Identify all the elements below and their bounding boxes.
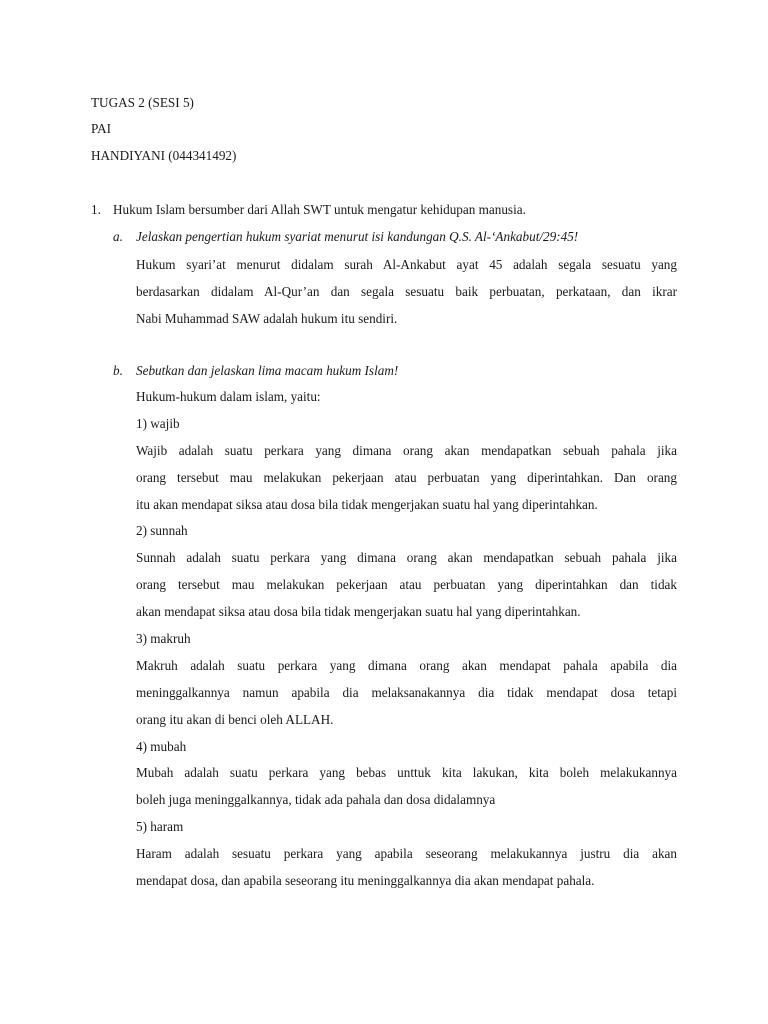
- hukum-description-line: Haram adalah sesuatu perkara yang apabila seseorang melakukannya justru dia akan: [136, 846, 677, 861]
- student-name: HANDIYANI (044341492): [91, 148, 237, 163]
- hukum-description-line: meninggalkannya namun apabila dia melaksanakannya dia tidak mendapat dosa tetapi: [136, 685, 677, 700]
- hukum-description-line: boleh juga meninggalkannya, tidak ada pahala dan dosa didalamnya: [136, 792, 496, 807]
- hukum-description-line: orang tersebut mau melakukan pekerjaan atau perbuatan yang diperintahkan. Dan orang: [136, 470, 677, 485]
- question-number: 1.: [91, 202, 101, 217]
- hukum-title: 3) makruh: [136, 631, 191, 646]
- hukum-description-line: Sunnah adalah suatu perkara yang dimana orang akan mendapatkan sebuah pahala jika: [136, 550, 677, 565]
- part-b-intro: Hukum-hukum dalam islam, yaitu:: [136, 389, 321, 404]
- hukum-title: 4) mubah: [136, 739, 187, 754]
- hukum-title: 2) sunnah: [136, 523, 188, 538]
- hukum-description-line: orang itu akan di benci oleh ALLAH.: [136, 712, 334, 727]
- hukum-description-line: itu akan mendapat siksa atau dosa bila tidak mengerjakan suatu hal yang diperintahkan.: [136, 497, 598, 512]
- part-b-question: Sebutkan dan jelaskan lima macam hukum Islam!: [136, 363, 399, 378]
- question-text: Hukum Islam bersumber dari Allah SWT untuk mengatur kehidupan manusia.: [113, 202, 526, 217]
- hukum-title: 1) wajib: [136, 416, 180, 431]
- part-a-answer-line: Hukum syari’at menurut didalam surah Al-Ankabut ayat 45 adalah segala sesuatu yang: [136, 257, 677, 272]
- part-a-answer-line: berdasarkan didalam Al-Qur’an dan segala sesuatu baik perbuatan, perkataan, dan ikrar: [136, 284, 677, 299]
- part-a-answer-line: Nabi Muhammad SAW adalah hukum itu sendiri.: [136, 311, 398, 326]
- part-a-question: Jelaskan pengertian hukum syariat menurut isi kandungan Q.S. Al-‘Ankabut/29:45!: [136, 229, 579, 244]
- part-b-letter: b.: [113, 363, 123, 378]
- part-a-letter: a.: [113, 229, 123, 244]
- hukum-description-line: akan mendapat siksa atau dosa bila tidak mengerjakan suatu hal yang diperintahkan.: [136, 604, 581, 619]
- assignment-title: TUGAS 2 (SESI 5): [91, 95, 194, 110]
- hukum-description-line: Makruh adalah suatu perkara yang dimana orang akan mendapat pahala apabila dia: [136, 658, 677, 673]
- hukum-description-line: orang tersebut mau melakukan pekerjaan atau perbuatan yang diperintahkan dan tidak: [136, 577, 677, 592]
- hukum-description-line: Mubah adalah suatu perkara yang bebas unttuk kita lakukan, kita boleh melakukannya: [136, 765, 677, 780]
- hukum-description-line: mendapat dosa, dan apabila seseorang itu meninggalkannya dia akan mendapat pahala.: [136, 873, 595, 888]
- hukum-description-line: Wajib adalah suatu perkara yang dimana orang akan mendapatkan sebuah pahala jika: [136, 443, 677, 458]
- subject-label: PAI: [91, 121, 112, 136]
- hukum-title: 5) haram: [136, 819, 184, 834]
